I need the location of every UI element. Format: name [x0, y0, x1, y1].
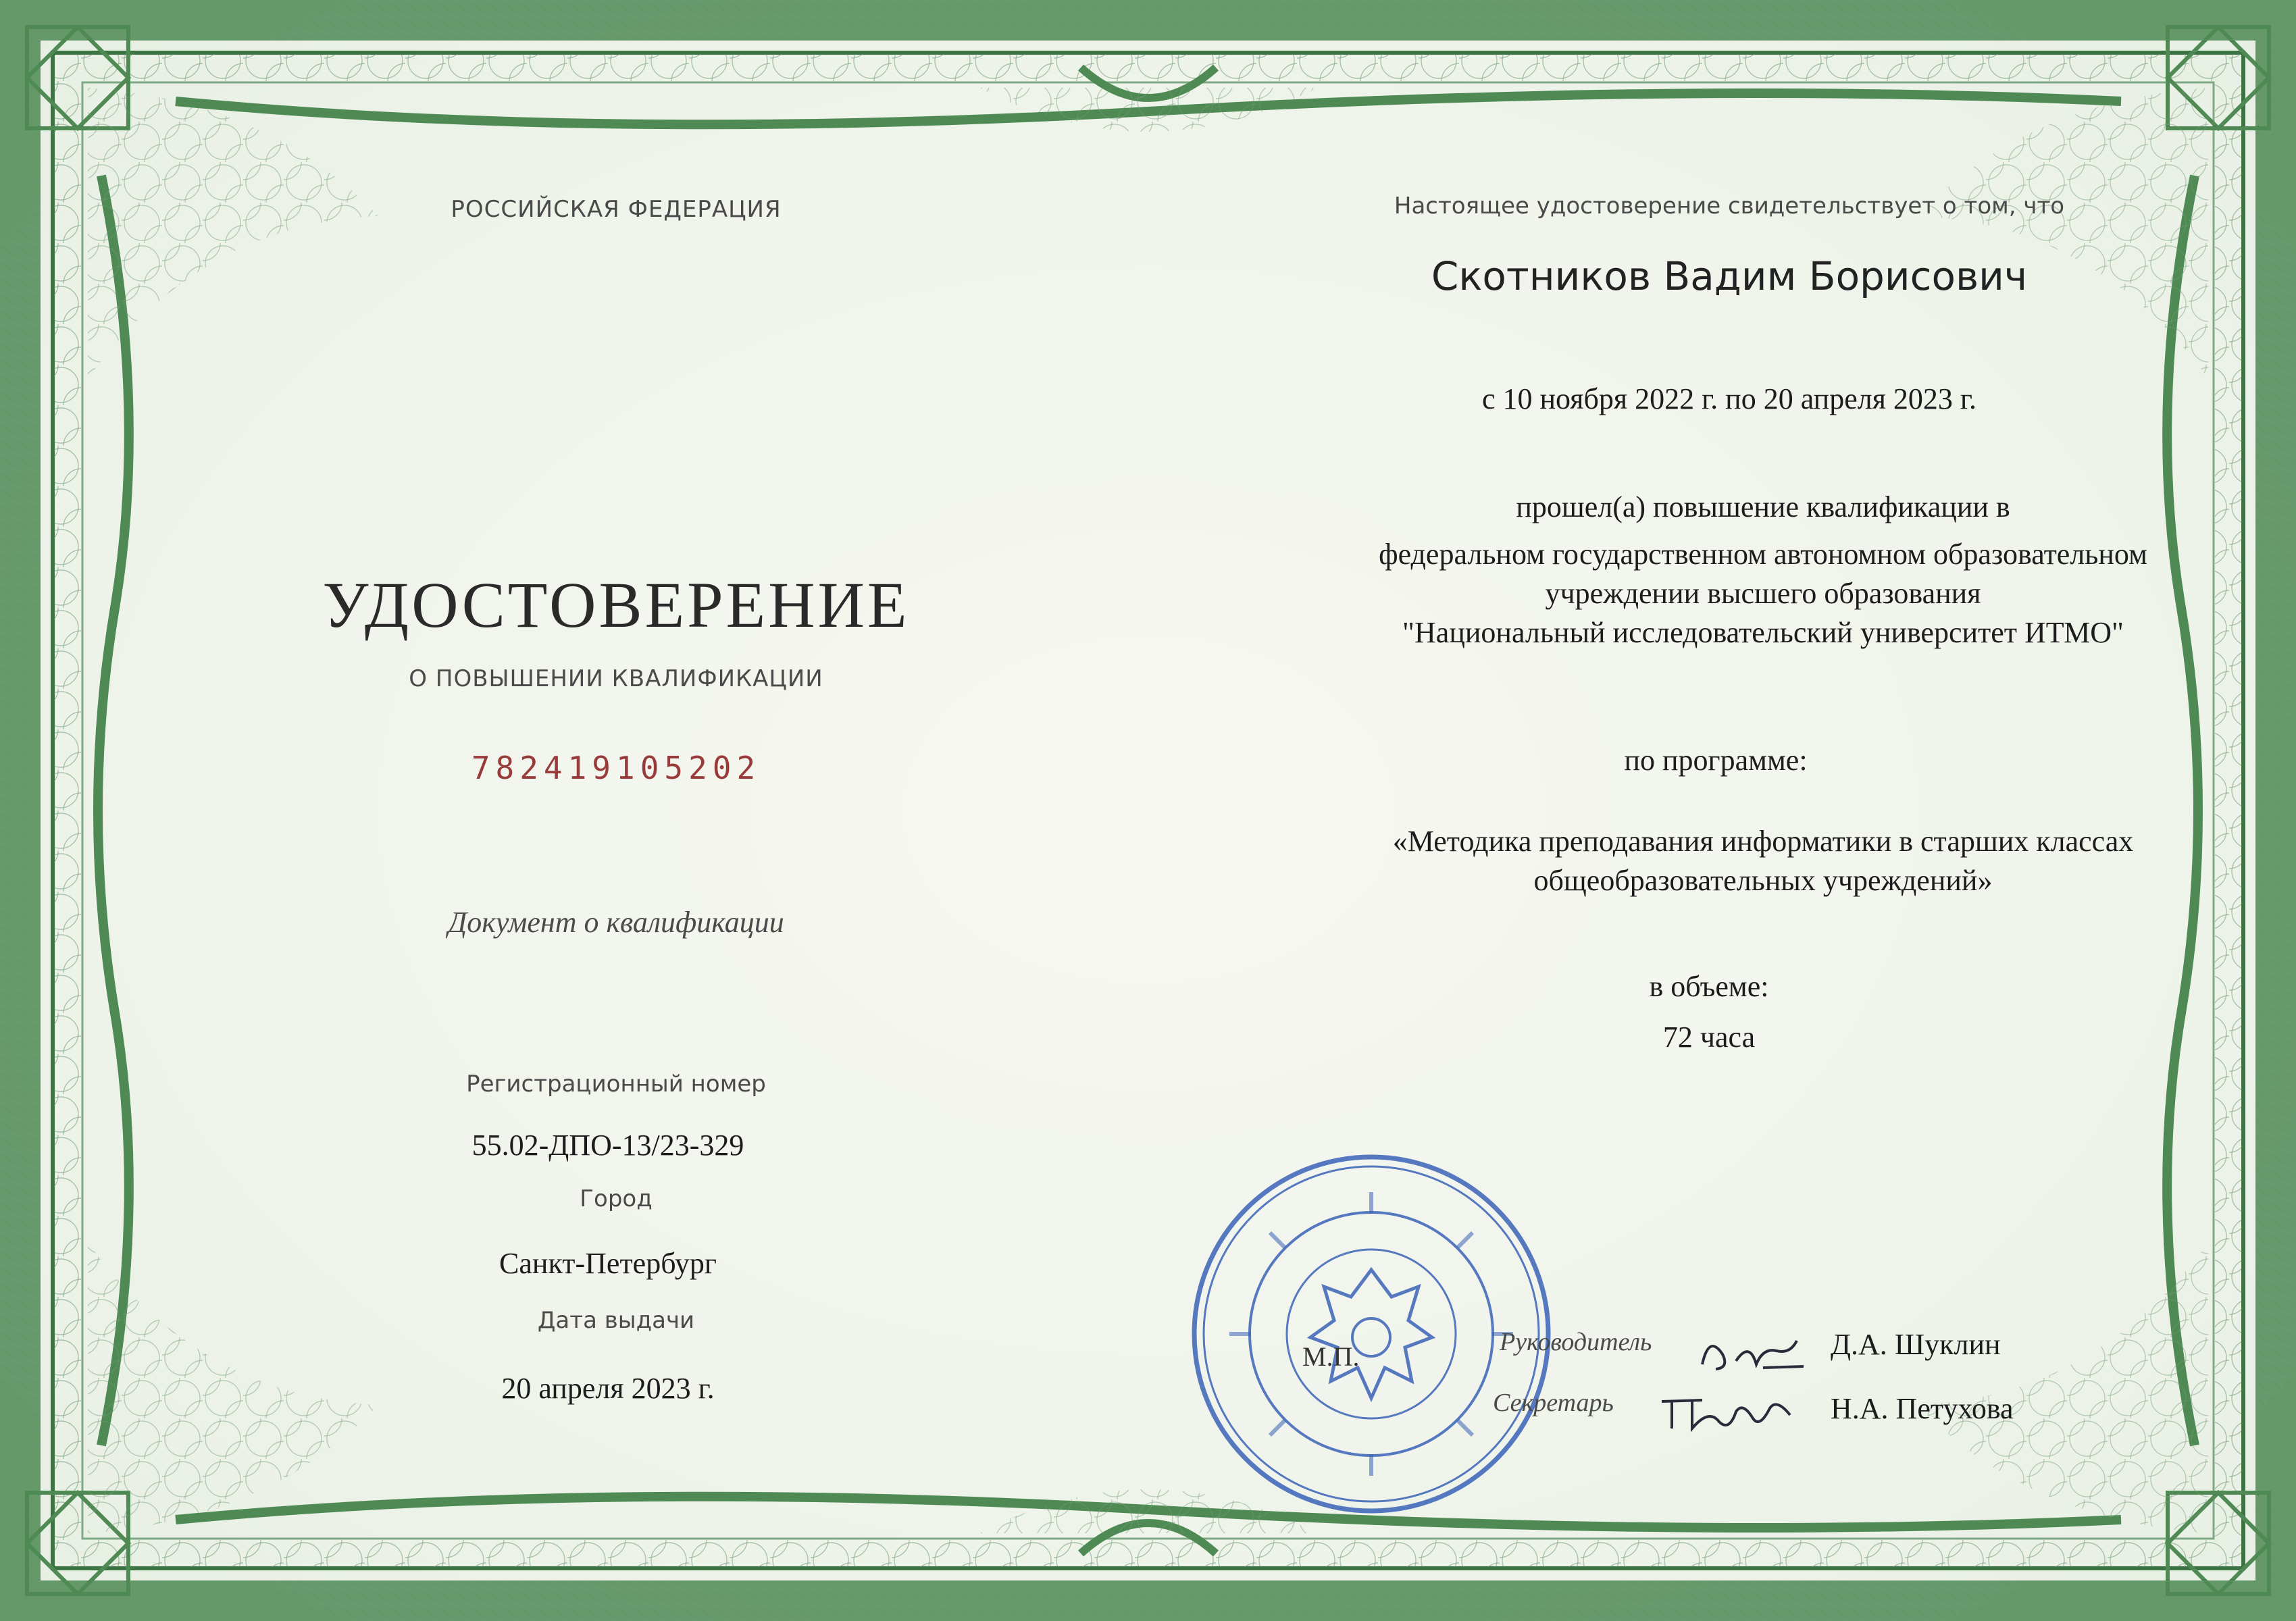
- document-type: Документ о квалификации: [448, 906, 784, 939]
- institution-line-3: "Национальный исследовательский университет ИТМО": [1402, 616, 2124, 649]
- city-value: Санкт-Петербург: [499, 1247, 717, 1280]
- institution-line-2: учреждении высшего образования: [1545, 577, 1981, 610]
- head-name: Д.А. Шуклин: [1831, 1328, 2001, 1361]
- city-label: Город: [580, 1185, 653, 1212]
- volume-value: 72 часа: [1662, 1021, 1756, 1054]
- registration-number: 55.02-ДПО-13/23-329: [471, 1129, 744, 1162]
- completed-text: прошел(а) повышение квалификации в: [1516, 490, 2010, 523]
- program-label: по программе:: [1624, 744, 1808, 777]
- secretary-name: Н.А. Петухова: [1831, 1392, 2014, 1425]
- recipient-name: Скотников Вадим Борисович: [1431, 253, 2028, 299]
- serial-number: 782419105202: [471, 750, 761, 786]
- certificate-title: УДОСТОВЕРЕНИЕ: [322, 569, 910, 641]
- issue-date-label: Дата выдачи: [537, 1307, 695, 1334]
- program-line-1: «Методика преподавания информатики в старших классах: [1392, 825, 2134, 858]
- seal-place-label: М.П.: [1302, 1341, 1360, 1372]
- head-label: Руководитель: [1500, 1328, 1652, 1356]
- official-seal-icon: [1189, 1152, 1554, 1516]
- registration-label: Регистрационный номер: [466, 1071, 766, 1098]
- head-signature-icon: [1695, 1327, 1810, 1381]
- secretary-label: Секретарь: [1493, 1389, 1614, 1417]
- secretary-signature-icon: [1655, 1381, 1804, 1442]
- institution-line-1: федеральном государственном автономном образовательном: [1379, 538, 2147, 571]
- program-line-2: общеобразовательных учреждений»: [1533, 864, 1993, 897]
- country-label: РОССИЙСКАЯ ФЕДЕРАЦИЯ: [451, 196, 782, 223]
- study-period: с 10 ноября 2022 г. по 20 апреля 2023 г.: [1481, 382, 1977, 415]
- intro-text: Настоящее удостоверение свидетельствует о том, что: [1394, 192, 2065, 220]
- volume-label: в объеме:: [1649, 970, 1769, 1003]
- certificate-subtitle: О ПОВЫШЕНИИ КВАЛИФИКАЦИИ: [409, 665, 823, 692]
- issue-date: 20 апреля 2023 г.: [501, 1372, 715, 1405]
